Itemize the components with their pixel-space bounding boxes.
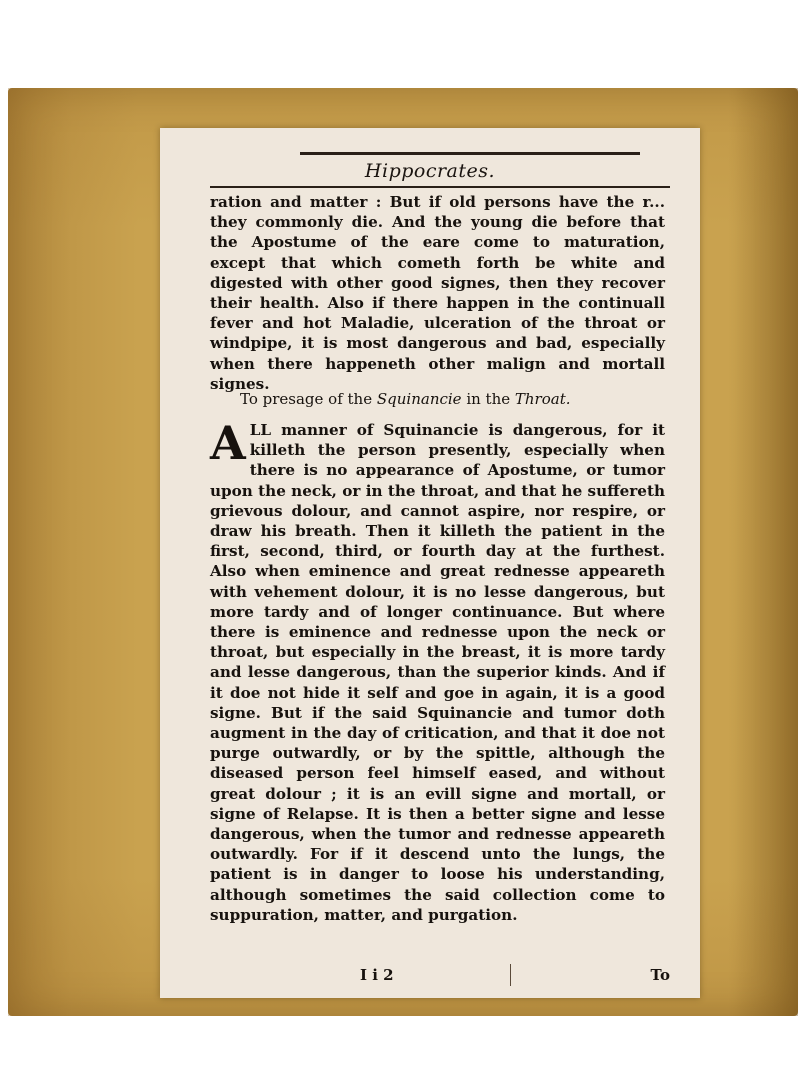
header-rule — [300, 152, 640, 155]
running-head: Hippocrates. — [364, 160, 496, 182]
binding-shadow-right — [728, 88, 798, 1016]
section-heading — [240, 390, 660, 408]
catchword: To — [650, 966, 670, 984]
section-heading-mid: in the — [461, 390, 515, 408]
section-heading-prefix: To presage of the — [240, 390, 377, 408]
running-head-rule — [210, 186, 670, 188]
drop-cap: A — [210, 416, 246, 470]
section-heading-term-1: Squinancie — [376, 390, 462, 408]
book-page — [160, 128, 700, 998]
paragraph-2-text: LL manner of Squinancie is dangerous, for it killeth the person presently, especially when there is no appearance of Apostume, or tumor upon the neck, or in the throat, and that he suffereth grievous dolour, and cannot aspire, nor respire, or draw his breath. Then it killeth the patient in the first, second, third, or fourth day at the furthest. Also when eminence and great rednesse appeareth with vehement dolour, it is no lesse dangerous, but more tardy and of longer continuance. But where there is eminence and rednesse upon the neck or throat, but especially in the breast, it is more tardy and lesse dangerous, than the superior kinds. And if it doe not hide it self and goe in again, it is a good signe. But if the said Squinancie and tumor doth augment in the day of critication, and that it doe not purge outwardly, or by the spittle, although the diseased person feel himself eased, and without great dolour ; it is an evill signe and mortall, or signe of Relapse. It is then a better signe and lesse dangerous, when the tumor and rednesse appeareth outwardly. For if it descend unto the lungs, the patient is in danger to loose his understanding, although sometimes the said collection come to suppuration, matter, and purgation. — [210, 421, 665, 924]
section-heading-term-2: Throat. — [514, 390, 571, 408]
page-crease-mark — [510, 964, 511, 986]
paragraph-1: ration and matter : But if old persons have the r... they commonly die. And the young die before that the Apostume of the eare come to maturation, except that which cometh forth be white and digested with other good signes, then they recover their health. Also if there happen in the continuall fever and hot Maladie, ulceration of the throat or windpipe, it is most dangerous and bad, especially when there happeneth other malign and mortall signes. — [210, 193, 665, 393]
signature-mark: I i 2 — [360, 966, 394, 984]
binding-shadow-left — [8, 88, 138, 1016]
paragraph-2 — [210, 416, 665, 925]
